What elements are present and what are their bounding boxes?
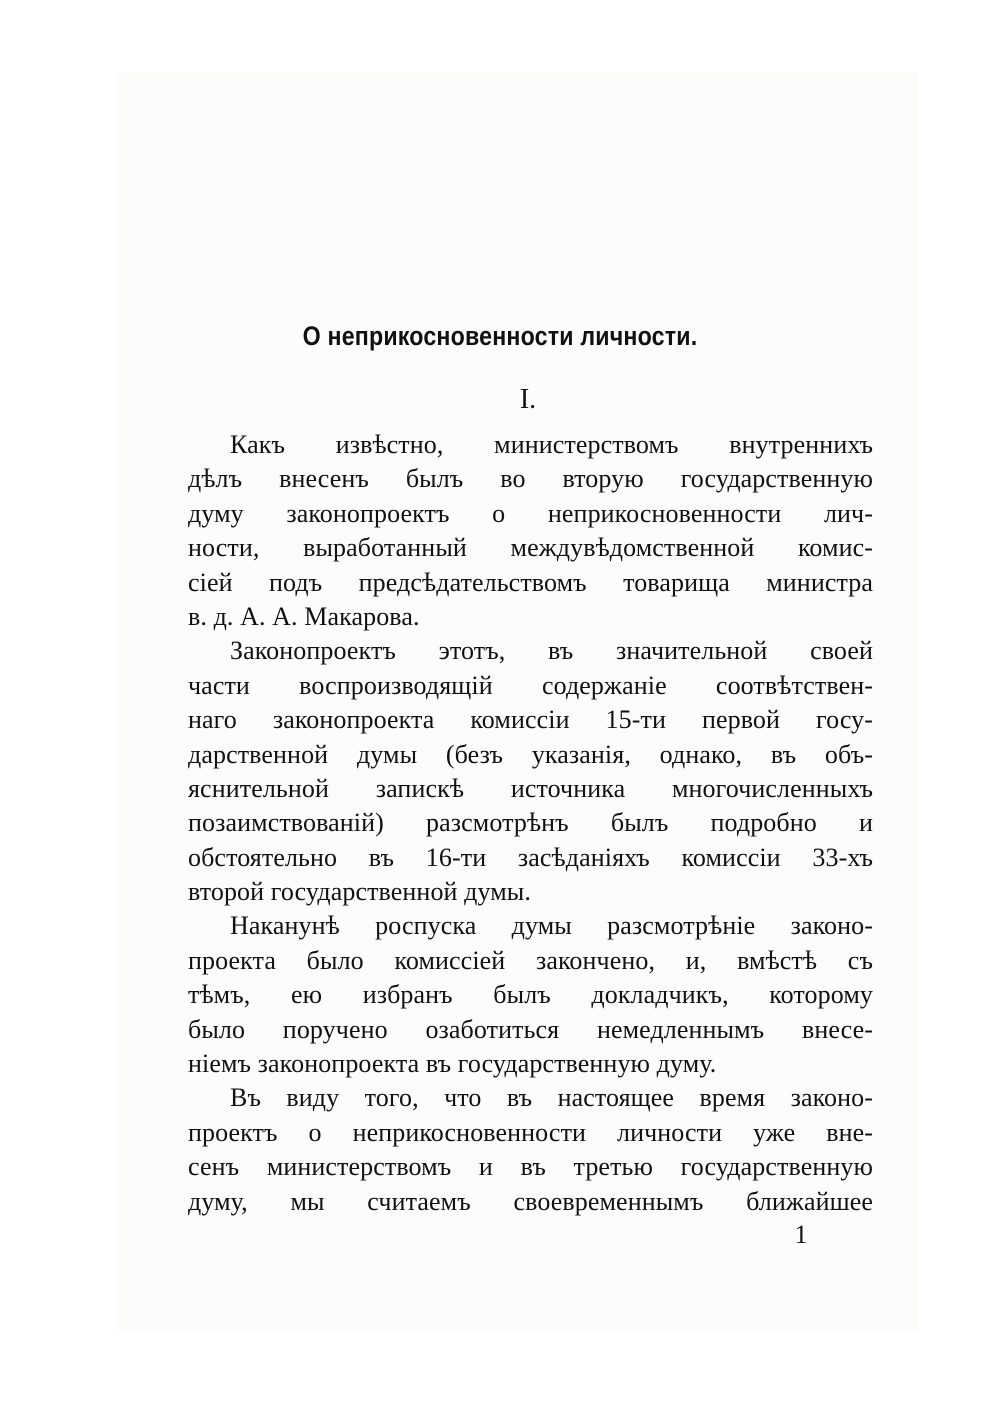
text-line: сіей подъ предсѣдательствомъ товарища министра [188,567,873,597]
page-title: О неприкосновенности личности. [302,321,698,351]
text-line: Законопроектъ этотъ, въ значительной своей [230,636,873,666]
text-line: в. д. А. А. Макарова. [188,601,420,631]
text-line: Наканунѣ роспуска думы разсмотрѣніе законо- [230,911,873,941]
body-text [188,428,873,1219]
page-number: 1 [794,1220,808,1249]
text-line: ности, выработанный междувѣдомственной комис- [188,533,873,563]
text-line: ніемъ законопроекта въ государственную думу. [188,1049,717,1079]
section-number: I. [519,384,537,415]
text-line: позаимствованій) разсмотрѣнъ былъ подробно и [188,808,873,838]
text-line: дѣлъ внесенъ былъ во вторую государственную [188,464,873,494]
text-line: дарственной думы (безъ указанія, однако, въ объ- [188,739,873,769]
text-line: было поручено озаботиться немедленнымъ внесе- [188,1014,873,1044]
text-line: второй государственной думы. [188,877,531,907]
text-line: думу, мы считаемъ своевременнымъ ближайшее [188,1186,873,1216]
text-line: части воспроизводящій содержаніе соотвѣтствен- [188,670,873,700]
text-line: тѣмъ, ею избранъ былъ докладчикъ, которому [188,980,873,1010]
text-line: проекта было комиссіей закончено, и, вмѣстѣ съ [188,945,873,975]
text-line: сенъ министерствомъ и въ третью государственную [188,1152,873,1182]
text-line: обстоятельно въ 16-ти засѣданіяхъ комиссіи 33-хъ [188,842,873,872]
text-line: наго законопроекта комиссіи 15-ти первой госу- [188,705,873,735]
text-line: проектъ о неприкосновенности личности уже внe- [188,1117,873,1147]
text-line: Въ виду того, что въ настоящее время законо- [230,1083,873,1113]
text-line: Какъ извѣстно, министерствомъ внутреннихъ [230,430,873,459]
text-line: яснительной запискѣ источника многочисленныхъ [188,773,873,803]
text-line: думу законопроектъ о неприкосновенности лич- [188,498,873,528]
